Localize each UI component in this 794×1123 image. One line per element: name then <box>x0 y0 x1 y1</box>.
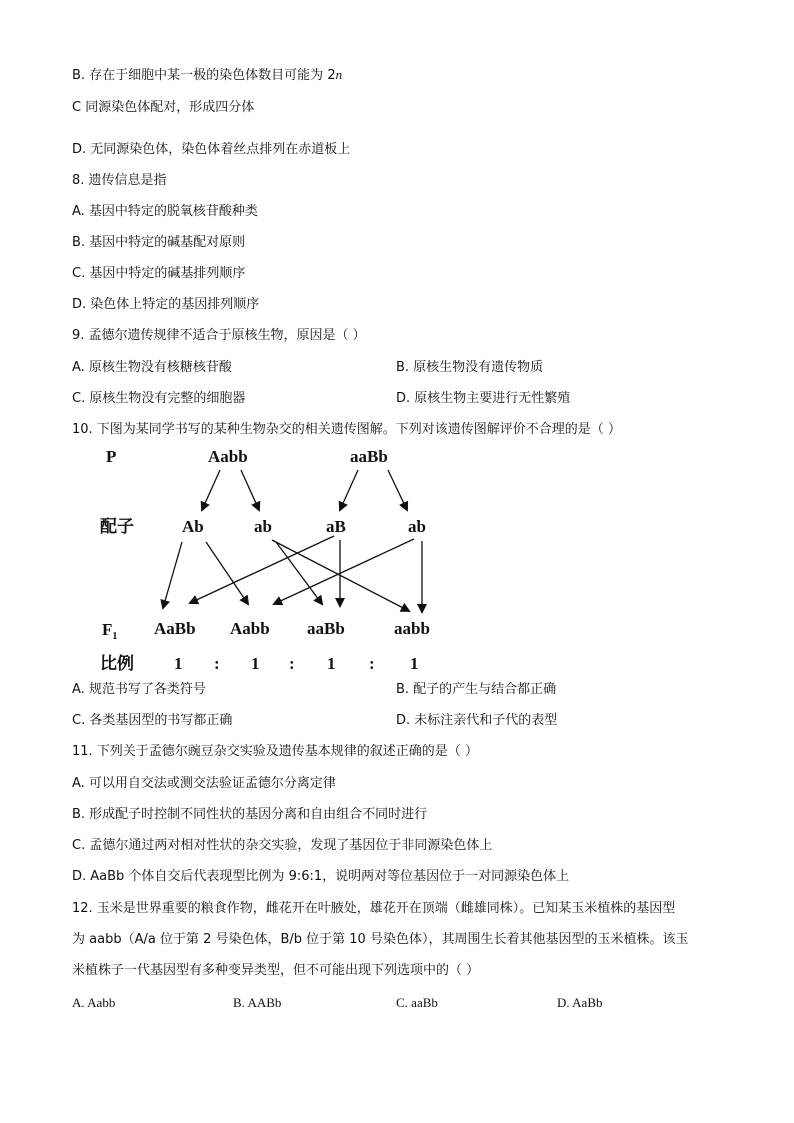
ratio-1: 1 <box>174 654 183 673</box>
offspring-AaBb: AaBb <box>154 619 196 638</box>
q7-option-b-text: B. 存在于细胞中某一极的染色体数目可能为 2 <box>72 68 336 83</box>
q11-option-d: D. AaBb 个体自交后代表现型比例为 9:6:1，说明两对等位基因位于一对同源染色体上 <box>72 869 570 884</box>
arrow-ab1-to-aaBb <box>276 542 322 604</box>
gamete-row-label: 配子 <box>100 517 134 537</box>
ratio-colon-3: : <box>369 654 375 673</box>
q11-stem: 11. 下列关于孟德尔豌豆杂交实验及遗传基本规律的叙述正确的是（ ） <box>72 744 478 759</box>
parent-1-genotype: Aabb <box>208 447 248 466</box>
ratio-2: 1 <box>251 654 260 673</box>
q12-stem-line-2: 为 aabb（A/a 位于第 2 号染色体，B/b 位于第 10 号染色体），其周围生长着其他基因型的玉米植株。该玉 <box>72 932 689 947</box>
genetic-cross-diagram <box>96 440 456 680</box>
q9-option-c: C. 原核生物没有完整的细胞器 <box>72 391 246 406</box>
q9-option-a: A. 原核生物没有核糖核苷酸 <box>72 360 232 375</box>
gamete-ab-1: ab <box>254 517 272 536</box>
gamete-Ab: Ab <box>182 517 204 536</box>
parent-generation-label: P <box>106 447 117 466</box>
q8-option-a: A. 基因中特定的脱氧核苷酸种类 <box>72 204 258 219</box>
q7-option-c: C 同源染色体配对，形成四分体 <box>72 100 255 115</box>
q11-option-a: A. 可以用自交法或测交法验证孟德尔分离定律 <box>72 776 336 791</box>
q11-option-c: C. 孟德尔通过两对相对性状的杂交实验，发现了基因位于非同源染色体上 <box>72 838 493 853</box>
q10-option-a: A. 规范书写了各类符号 <box>72 682 206 697</box>
ratio-colon-1: : <box>214 654 220 673</box>
arrow-p1-to-Ab <box>202 470 220 510</box>
q7-option-b-italic: n <box>335 67 343 82</box>
q9-option-b: B. 原核生物没有遗传物质 <box>396 360 544 375</box>
q12-stem-line-3: 米植株子一代基因型有多种变异类型，但不可能出现下列选项中的（ ） <box>72 963 480 978</box>
arrow-p2-to-aB <box>340 470 358 510</box>
q9-stem: 9. 孟德尔遗传规律不适合于原核生物，原因是（ ） <box>72 328 366 343</box>
gamete-aB: aB <box>326 517 346 536</box>
f1-label-subscript: 1 <box>112 631 118 642</box>
offspring-aabb: aabb <box>394 619 430 638</box>
f1-generation-label <box>102 620 117 642</box>
ratio-4: 1 <box>410 654 419 673</box>
q12-option-c: C. aaBb <box>396 995 438 1010</box>
q12-option-d: D. AaBb <box>557 995 603 1010</box>
q8-option-d: D. 染色体上特定的基因排列顺序 <box>72 297 260 312</box>
q12-option-b: B. AABb <box>233 995 282 1010</box>
q12-option-a: A. Aabb <box>72 995 116 1010</box>
f1-label-main: F <box>102 620 113 639</box>
q12-stem-line-1: 12. 玉米是世界重要的粮食作物，雌花开在叶腋处，雄花开在顶端（雌雄同株）。已知某玉米植株的基因型 <box>72 901 676 916</box>
offspring-Aabb: Aabb <box>230 619 270 638</box>
q10-option-d: D. 未标注亲代和子代的表型 <box>396 713 558 728</box>
q10-option-c: C. 各类基因型的书写都正确 <box>72 713 233 728</box>
arrow-aB-to-AaBb <box>190 536 334 603</box>
q8-option-b: B. 基因中特定的碱基配对原则 <box>72 235 246 250</box>
q9-option-d: D. 原核生物主要进行无性繁殖 <box>396 391 571 406</box>
ratio-row-label: 比例 <box>100 654 134 674</box>
arrow-Ab-to-Aabb <box>206 542 248 604</box>
q10-option-b: B. 配子的产生与结合都正确 <box>396 682 557 697</box>
q7-option-b <box>72 66 342 85</box>
arrow-Ab-to-AaBb <box>163 542 182 608</box>
arrow-p2-to-ab <box>388 470 407 510</box>
q11-option-b: B. 形成配子时控制不同性状的基因分离和自由组合不同时进行 <box>72 807 428 822</box>
q8-stem: 8. 遗传信息是指 <box>72 173 167 188</box>
ratio-3: 1 <box>327 654 336 673</box>
ratio-colon-2: : <box>289 654 295 673</box>
q7-option-d: D. 无同源染色体，染色体着丝点排列在赤道板上 <box>72 142 351 157</box>
arrow-p1-to-ab <box>241 470 259 510</box>
gamete-ab-2: ab <box>408 517 426 536</box>
offspring-aaBb: aaBb <box>307 619 345 638</box>
q8-option-c: C. 基因中特定的碱基排列顺序 <box>72 266 246 281</box>
arrow-ab2-to-Aabb <box>274 539 414 604</box>
q10-stem: 10. 下图为某同学书写的某种生物杂交的相关遗传图解。下列对该遗传图解评价不合理的是（ ） <box>72 422 621 437</box>
parent-2-genotype: aaBb <box>350 447 388 466</box>
